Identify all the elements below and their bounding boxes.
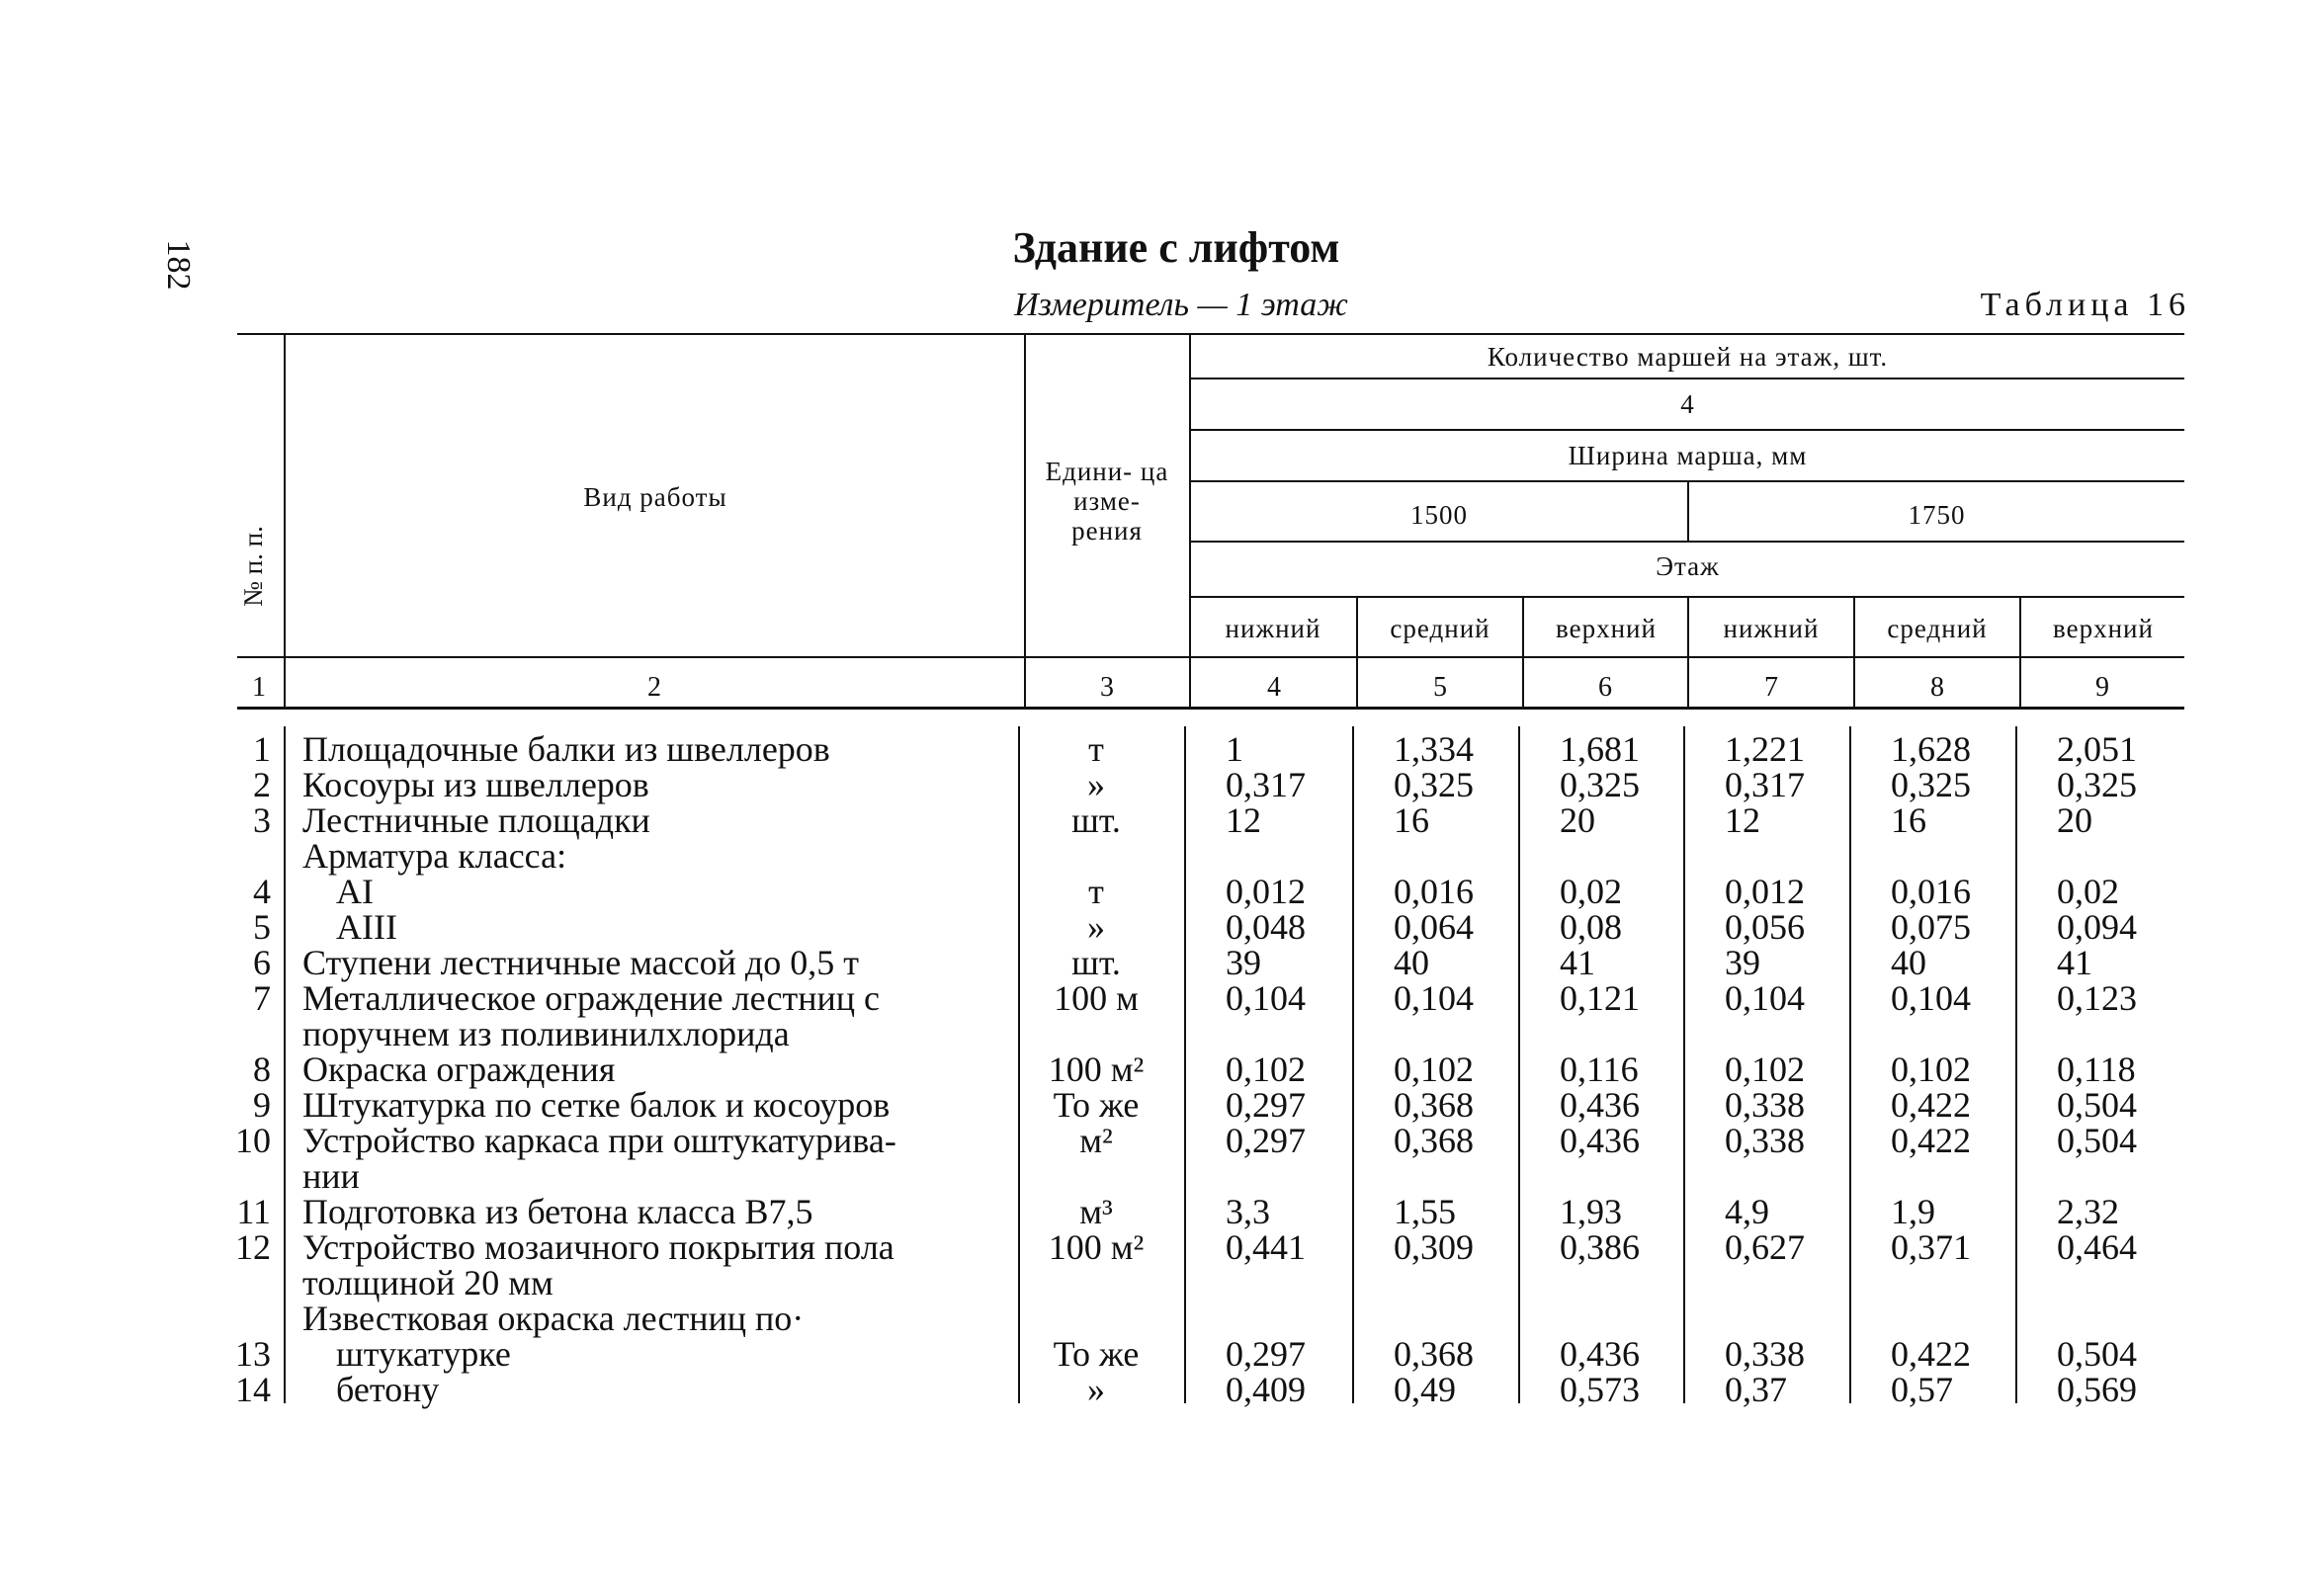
value-cell: 0,368 [1394, 1085, 1474, 1125]
value-cell: 39 [1226, 943, 1261, 982]
row-number: 13 [235, 1334, 271, 1374]
value-cell: 0,573 [1560, 1370, 1640, 1409]
value-cell: 0,37 [1725, 1370, 1787, 1409]
meter-caption: Измеритель — 1 этаж [1014, 287, 1348, 323]
unit: 100 м² [1048, 1050, 1145, 1089]
value-cell: 1,628 [1891, 729, 1971, 769]
row-number: 11 [236, 1192, 271, 1231]
column-number: 5 [1433, 672, 1447, 703]
unit: т [1088, 729, 1104, 769]
value-cell: 0,297 [1226, 1085, 1306, 1125]
unit: шт. [1071, 800, 1121, 840]
unit: » [1087, 1370, 1105, 1409]
value-cell: 0,338 [1725, 1334, 1805, 1374]
row-number: 1 [253, 729, 271, 769]
header-floor: Этаж [1656, 551, 1720, 581]
work-type: нии [302, 1156, 360, 1196]
value-cell: 39 [1725, 943, 1760, 982]
row-number: 12 [235, 1227, 271, 1267]
row-number: 14 [235, 1370, 271, 1409]
header-row-number: № п. п. [238, 526, 268, 607]
work-type: бетону [336, 1370, 440, 1409]
row-number: 10 [235, 1121, 271, 1160]
value-cell: 40 [1891, 943, 1926, 982]
value-cell: 0,02 [1560, 872, 1622, 911]
work-type: AI [336, 872, 374, 911]
value-cell: 1,55 [1394, 1192, 1456, 1231]
header-floor-level: средний [1390, 614, 1490, 643]
value-cell: 0,012 [1226, 872, 1306, 911]
row-number: 4 [253, 872, 271, 911]
value-cell: 0,569 [2057, 1370, 2137, 1409]
work-type: AIII [336, 907, 397, 947]
value-cell: 0,436 [1560, 1121, 1640, 1160]
value-cell: 16 [1394, 800, 1429, 840]
value-cell: 0,102 [1394, 1050, 1474, 1089]
header-floor-level: нижний [1723, 614, 1820, 643]
work-type: Устройство каркаса при оштукатурива- [302, 1121, 896, 1160]
work-type: Окраска ограждения [302, 1050, 616, 1089]
value-cell: 41 [1560, 943, 1595, 982]
value-cell: 0,325 [1891, 765, 1971, 804]
value-cell: 0,048 [1226, 907, 1306, 947]
column-number: 6 [1598, 672, 1612, 703]
value-cell: 41 [2057, 943, 2092, 982]
value-cell: 0,504 [2057, 1334, 2137, 1374]
value-cell: 12 [1226, 800, 1261, 840]
value-cell: 2,051 [2057, 729, 2137, 769]
value-cell: 1,334 [1394, 729, 1474, 769]
body-vrule-1 [284, 726, 286, 1403]
value-cell: 0,064 [1394, 907, 1474, 947]
value-cell: 0,102 [1226, 1050, 1306, 1089]
work-type: Подготовка из бетона класса B7,5 [302, 1192, 813, 1231]
column-number: 9 [2095, 672, 2109, 703]
row-number: 9 [253, 1085, 271, 1125]
value-cell: 0,371 [1891, 1227, 1971, 1267]
header-marches-value: 4 [1680, 389, 1695, 419]
value-cell: 0,368 [1394, 1121, 1474, 1160]
value-cell: 20 [2057, 800, 2092, 840]
column-number: 3 [1100, 672, 1114, 703]
value-cell: 0,123 [2057, 978, 2137, 1018]
value-cell: 2,32 [2057, 1192, 2119, 1231]
value-cell: 0,504 [2057, 1085, 2137, 1125]
value-cell: 0,08 [1560, 907, 1622, 947]
value-cell: 3,3 [1226, 1192, 1270, 1231]
value-cell: 0,02 [2057, 872, 2119, 911]
column-number: 1 [252, 672, 266, 703]
work-type: Известковая окраска лестниц по· [302, 1299, 805, 1338]
value-cell: 0,094 [2057, 907, 2137, 947]
work-type: Площадочные балки из швеллеров [302, 729, 830, 769]
value-cell: 0,338 [1725, 1085, 1805, 1125]
value-cell: 1,221 [1725, 729, 1805, 769]
page-number: 182 [160, 239, 197, 291]
work-type: Ступени лестничные массой до 0,5 т [302, 943, 859, 982]
header-width-1750: 1750 [1908, 500, 1966, 530]
work-type: толщиной 20 мм [302, 1263, 553, 1302]
work-type: штукатурке [336, 1334, 511, 1374]
value-cell: 0,104 [1394, 978, 1474, 1018]
column-number: 8 [1930, 672, 1944, 703]
vrule-2 [1024, 333, 1026, 707]
value-cell: 0,104 [1226, 978, 1306, 1018]
header-floor-level: средний [1887, 614, 1988, 643]
column-number: 4 [1267, 672, 1281, 703]
work-type: Устройство мозаичного покрытия пола [302, 1227, 894, 1267]
value-cell: 0,309 [1394, 1227, 1474, 1267]
work-type: Лестничные площадки [302, 800, 650, 840]
value-cell: 0,075 [1891, 907, 1971, 947]
row-number: 7 [253, 978, 271, 1018]
body-vrule-6 [1683, 726, 1685, 1403]
value-cell: 12 [1725, 800, 1760, 840]
header-work: Вид работы [583, 482, 727, 512]
value-cell: 0,57 [1891, 1370, 1953, 1409]
unit: 100 м² [1048, 1227, 1145, 1267]
unit: т [1088, 872, 1104, 911]
body-vrule-3 [1184, 726, 1186, 1403]
value-cell: 0,016 [1394, 872, 1474, 911]
unit: м³ [1079, 1192, 1113, 1231]
value-cell: 0,016 [1891, 872, 1971, 911]
value-cell: 0,436 [1560, 1085, 1640, 1125]
unit: » [1087, 765, 1105, 804]
value-cell: 0,325 [2057, 765, 2137, 804]
value-cell: 0,056 [1725, 907, 1805, 947]
value-cell: 0,012 [1725, 872, 1805, 911]
value-cell: 4,9 [1725, 1192, 1769, 1231]
value-cell: 1,93 [1560, 1192, 1622, 1231]
header-unit: Едини- ца изме- рения [1045, 457, 1169, 546]
value-cell: 0,317 [1725, 765, 1805, 804]
unit: шт. [1071, 943, 1121, 982]
value-cell: 20 [1560, 800, 1595, 840]
value-cell: 0,102 [1725, 1050, 1805, 1089]
body-vrule-2 [1018, 726, 1020, 1403]
table-label: Таблица 16 [1980, 287, 2190, 323]
header-width: Ширина марша, мм [1568, 441, 1808, 470]
value-cell: 1,681 [1560, 729, 1640, 769]
work-type: Штукатурка по сетке балок и косоуров [302, 1085, 891, 1125]
value-cell: 0,325 [1560, 765, 1640, 804]
body-vrule-8 [2015, 726, 2017, 1403]
header-rule-widths [1191, 541, 2184, 543]
value-cell: 0,409 [1226, 1370, 1306, 1409]
value-cell: 0,317 [1226, 765, 1306, 804]
value-cell: 0,422 [1891, 1085, 1971, 1125]
value-cell: 0,104 [1891, 978, 1971, 1018]
body-vrule-5 [1518, 726, 1520, 1403]
value-cell: 40 [1394, 943, 1429, 982]
value-cell: 0,104 [1725, 978, 1805, 1018]
value-cell: 0,627 [1725, 1227, 1805, 1267]
header-floor-level: верхний [1556, 614, 1657, 643]
header-rule-bottom [237, 656, 2184, 658]
column-number: 7 [1764, 672, 1778, 703]
body-vrule-4 [1352, 726, 1354, 1403]
value-cell: 0,297 [1226, 1334, 1306, 1374]
column-number: 2 [647, 672, 661, 703]
value-cell: 0,386 [1560, 1227, 1640, 1267]
work-type: Косоуры из швеллеров [302, 765, 649, 804]
work-type: поручнем из поливинилхлорида [302, 1014, 790, 1053]
header-rule-marches [1191, 378, 2184, 379]
row-number: 3 [253, 800, 271, 840]
unit: То же [1053, 1334, 1140, 1374]
colnum-rule [237, 707, 2184, 710]
row-number: 6 [253, 943, 271, 982]
value-cell: 0,338 [1725, 1121, 1805, 1160]
work-type: Металлическое ограждение лестниц с [302, 978, 880, 1018]
unit: » [1087, 907, 1105, 947]
value-cell: 0,118 [2057, 1050, 2136, 1089]
page-title: Здание с лифтом [1012, 223, 1340, 272]
value-cell: 0,422 [1891, 1334, 1971, 1374]
value-cell: 0,504 [2057, 1121, 2137, 1160]
value-cell: 0,368 [1394, 1334, 1474, 1374]
value-cell: 16 [1891, 800, 1926, 840]
header-floor-level: верхний [2053, 614, 2154, 643]
unit: То же [1053, 1085, 1140, 1125]
value-cell: 0,49 [1394, 1370, 1456, 1409]
value-cell: 0,297 [1226, 1121, 1306, 1160]
row-number: 8 [253, 1050, 271, 1089]
work-type: Арматура класса: [302, 836, 567, 876]
row-number: 5 [253, 907, 271, 947]
vrule-1 [284, 333, 286, 707]
table-top-rule [237, 333, 2184, 335]
header-marches: Количество маршей на этаж, шт. [1487, 342, 1889, 372]
value-cell: 0,121 [1560, 978, 1640, 1018]
unit: м² [1079, 1121, 1113, 1160]
value-cell: 0,325 [1394, 765, 1474, 804]
value-cell: 0,464 [2057, 1227, 2137, 1267]
header-rule-count [1191, 429, 2184, 431]
value-cell: 0,441 [1226, 1227, 1306, 1267]
body-vrule-7 [1849, 726, 1851, 1403]
value-cell: 0,422 [1891, 1121, 1971, 1160]
value-cell: 0,116 [1560, 1050, 1639, 1089]
header-floor-level: нижний [1225, 614, 1321, 643]
header-width-1500: 1500 [1410, 500, 1468, 530]
row-number: 2 [253, 765, 271, 804]
value-cell: 0,102 [1891, 1050, 1971, 1089]
value-cell: 0,436 [1560, 1334, 1640, 1374]
value-cell: 1 [1226, 729, 1243, 769]
value-cell: 1,9 [1891, 1192, 1935, 1231]
unit: 100 м [1054, 978, 1139, 1018]
